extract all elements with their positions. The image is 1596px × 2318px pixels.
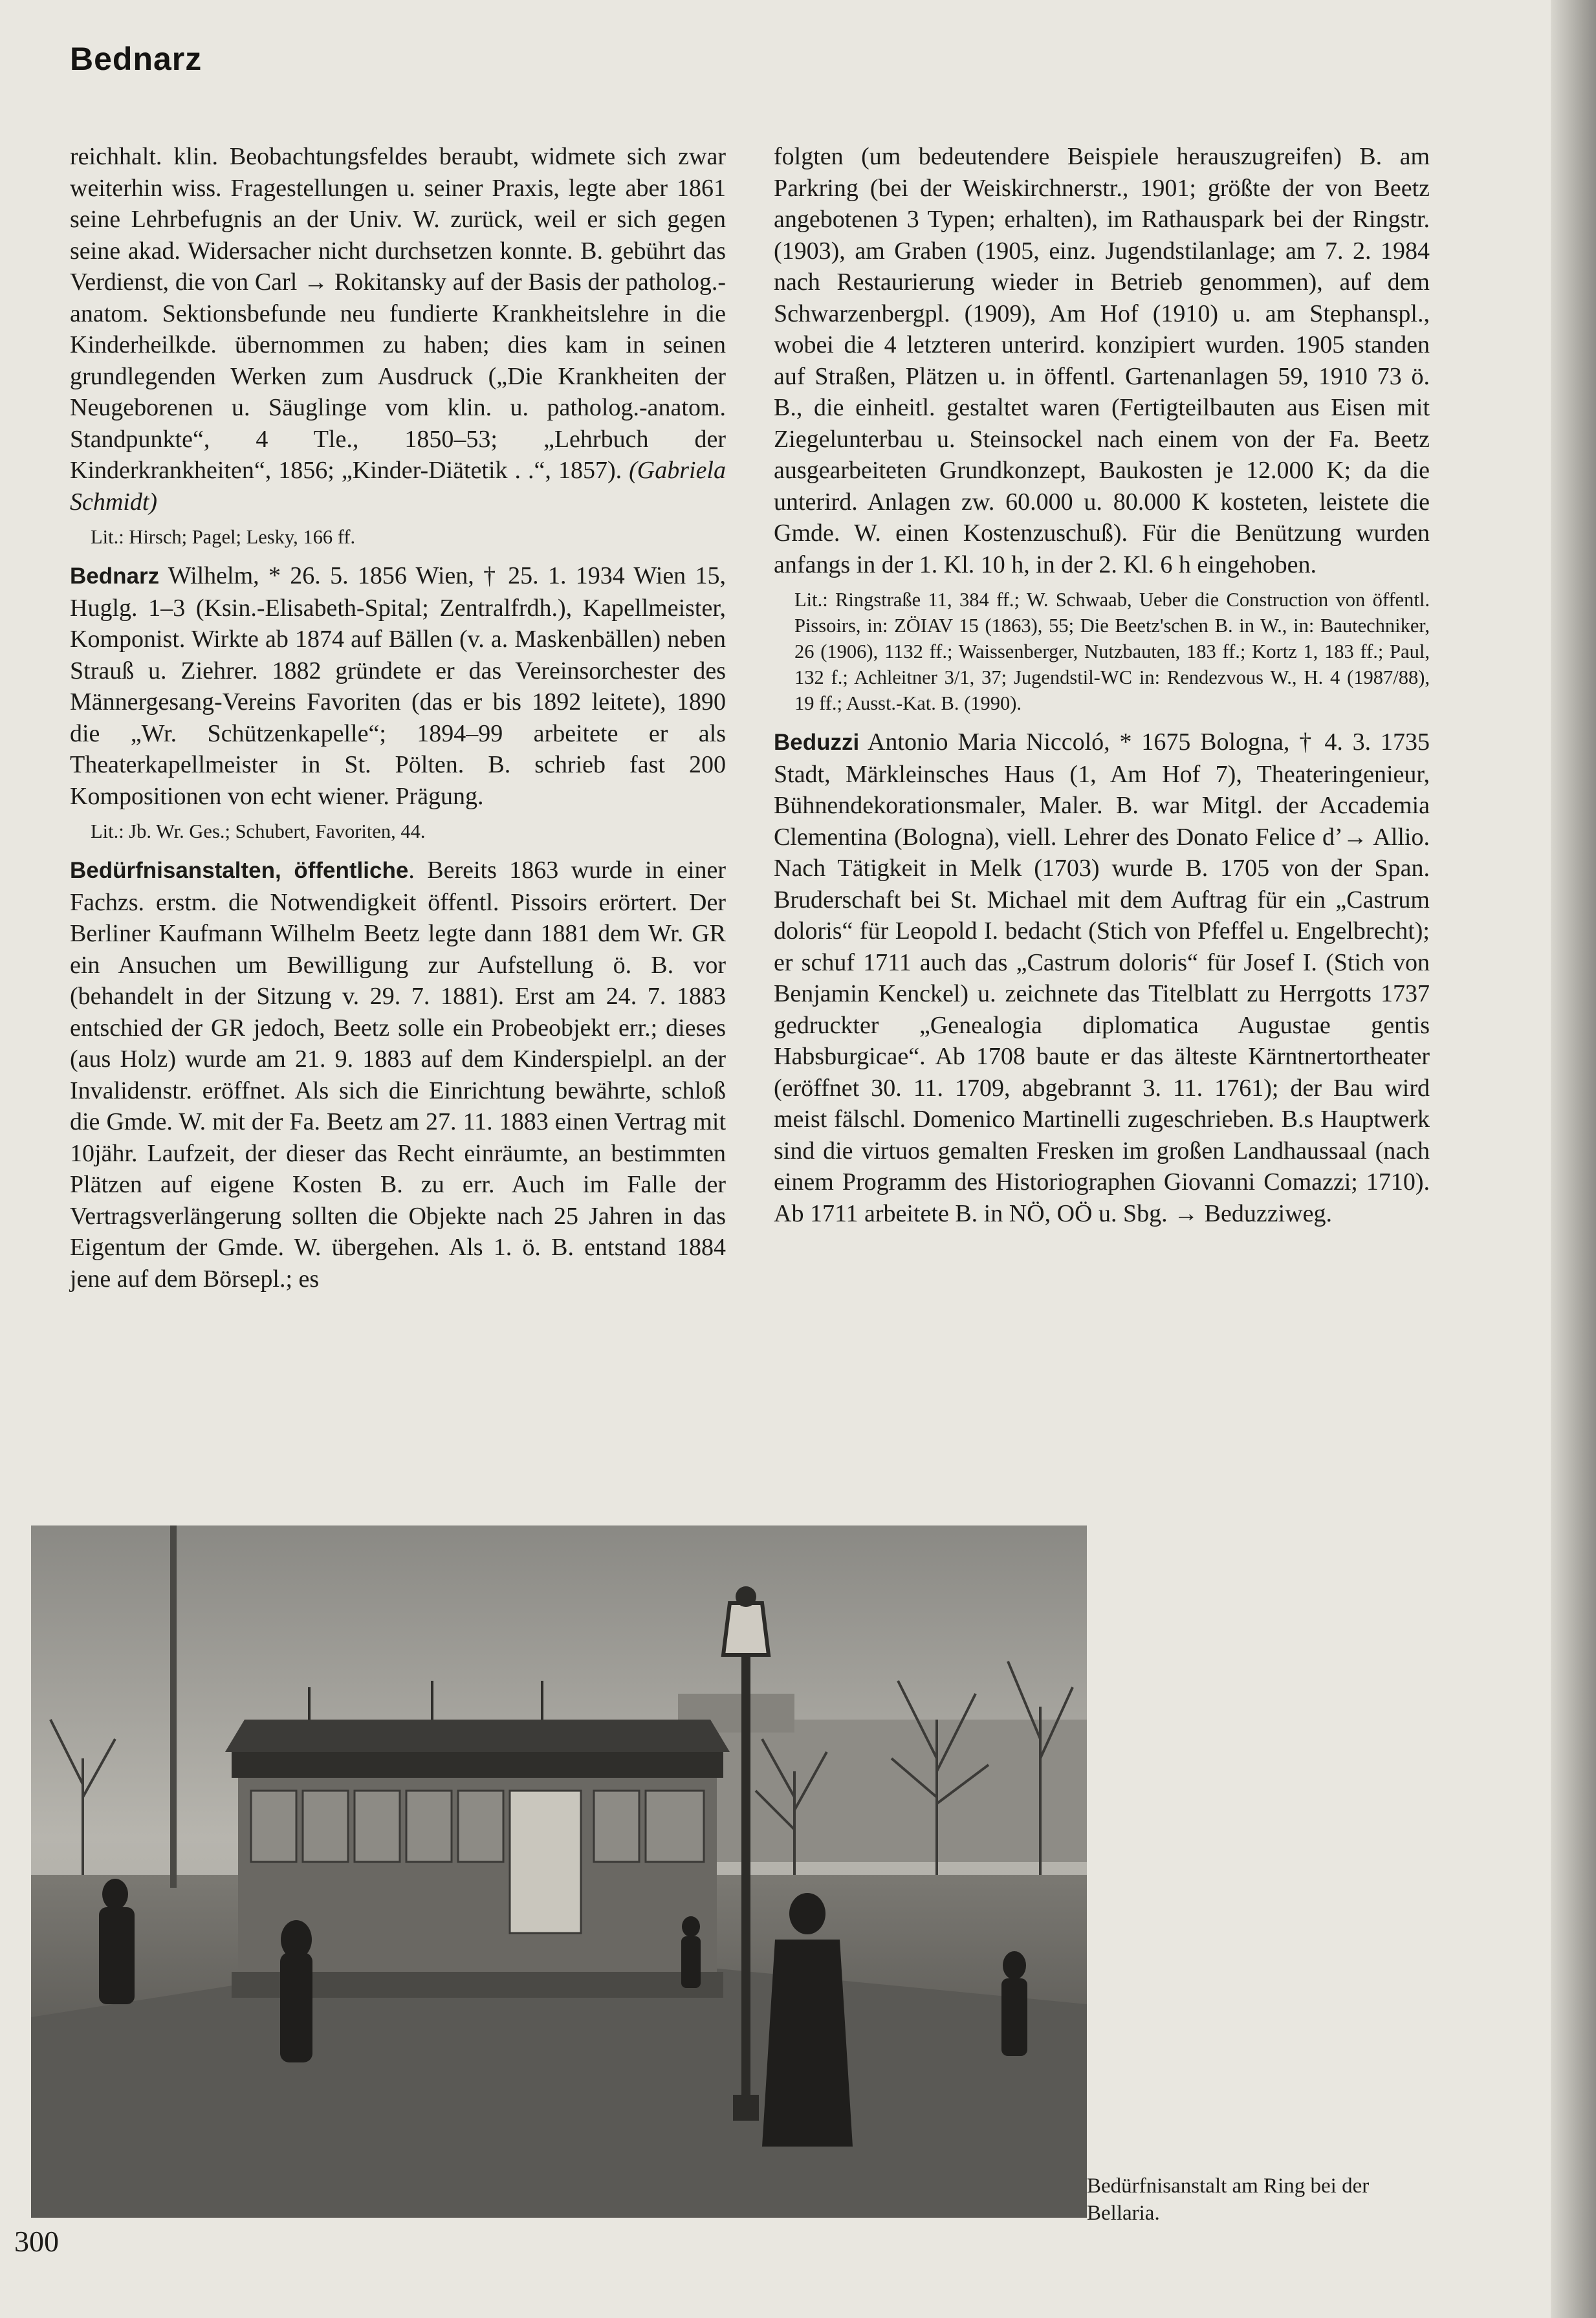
paragraph-text: reichhalt. klin. Beobachtungsfeldes beraubt, widmete sich zwar weiterhin wiss. Fragestellungen u. seiner Praxis, legte aber 1861 seine Lehrbefugnis an der Univ. W. zurück, weil er sich gegen seine akad. Widersacher nicht durchsetzen konnte. B. gebührt das Verdienst, die von Carl → Rokitansky auf der Basis der patholog.-anatom. Sektionsbefunde neu fundierte Krankheitslehre in die Kinderheilkde. übernommen zu haben; dies kam in seinen grundlegenden Werken zum Ausdruck („Die Krankheiten der Neugeborenen u. Säuglinge vom klin. u. patholog.-anatom. Standpunkte“, 4 Tle., 1850–53; „Lehrbuch der Kinderkrankheiten“, 1856; „Kinder-Diätetik . .“, 1857).	[70, 143, 726, 484]
literature-note: Lit.: Ringstraße 11, 384 ff.; W. Schwaab, Ueber die Construction von öffentl. Pissoirs, in: ZÖIAV 15 (1863), 55; Die Beetz'schen B. in W., in: Bautechniker, 26 (1906), 1132 ff.; Waissenberger, Nutzbauten, 183 ff.; Kortz 1, 183 ff.; Paul, 132 f.; Achleitner 3/1, 37; Jugendstil-WC in: Rendezvous W., H. 4 (1987/88), 19 ff.; Ausst.-Kat. B. (1990).	[794, 589, 1430, 714]
running-head: Bednarz	[70, 41, 202, 77]
right-column	[774, 141, 1430, 1229]
figure-caption: Bedürfnisanstalt am Ring bei der Bellaria.	[1087, 2174, 1370, 2225]
entry-lemma: Beduzzi	[774, 730, 860, 755]
paragraph: folgten (um bedeutendere Beispiele herauszugreifen) B. am Parkring (bei der Weiskirchnerstr., 1901; größte der von Beetz angebotenen 3 Typen; erhalten), im Rathauspark bei der Ringstr. (1903), am Graben (1905, einz. Jugendstilanlage; am 7. 2. 1984 nach Restaurierung wieder in Betrieb genommen), auf dem Schwarzenbergpl. (1909), Am Hof (1910) u. am Stephanspl., wobei die 4 letzteren unterird. konzipiert wurden. 1905 standen auf Straßen, Plätzen u. in öffentl. Gartenanlagen 59, 1910 73 ö. B., die einheitl. gestaltet waren (Fertigteilbauten aus Eisen mit Ziegelunterbau u. Steinsockel nach einem von der Fa. Beetz ausgearbeiteten Grundkonzept, Baukosten je 12.000 K; da die unterird. Anlagen zw. 60.000 u. 80.000 K kosteten, leistete die Gmde. W. einen Kostenzuschuß). Für die Benützung wurden anfangs in der 1. Kl. 10 h, in der 2. Kl. 6 h eingehoben.	[774, 143, 1430, 578]
entry-text: . Bereits 1863 wurde in einer Fachzs. erstm. die Notwendigkeit öffentl. Pissoirs erörtert. Der Berliner Kaufmann Wilhelm Beetz legte dann 1881 dem Wr. GR ein Ansuchen um Bewilligung zur Aufstellung ö. B. vor (behandelt in der Sitzung v. 29. 7. 1881). Erst am 24. 7. 1883 entschied der GR jedoch, Beetz solle ein Probeobjekt err.; dieses (aus Holz) wurde am 21. 9. 1883 auf dem Kinderspielpl. an der Invalidenstr. eröffnet. Als sich die Einrichtung bewährte, schloß die Gmde. W. mit der Fa. Beetz am 27. 11. 1883 einen Vertrag mit 10jähr. Laufzeit, der dieser das Recht einräumte, an bestimmten Plätzen auf eigene Kosten B. zu err. Auch im Falle der Vertragsverlängerung sollten die Objekte nach 25 Jahren in das Eigentum der Gmde. W. übergehen. Als 1. ö. B. entstand 1884 jene auf dem Börsepl.; es	[70, 857, 726, 1293]
entry-beduerfnisanstalten	[70, 855, 726, 1295]
entry-bednarz-wilhelm	[70, 560, 726, 812]
entry-text: Wilhelm, * 26. 5. 1856 Wien, † 25. 1. 1934 Wien 15, Huglg. 1–3 (Ksin.-Elisabeth-Spital; Zentralfrdh.), Kapellmeister, Komponist. Wirkte ab 1874 auf Bällen (v. a. Maskenbällen) neben Strauß u. Ziehrer. 1882 gründete er das Vereinsorchester des Männergesang-Vereins Favoriten (das er bis 1892 leitete), 1890 die „Wr. Schützenkapelle“; 1894–99 arbeitete er als Theaterkapellmeister in St. Pölten. B. schrieb fast 200 Kompositionen von echt wiener. Prägung.	[70, 562, 726, 810]
entry-beduzzi	[774, 727, 1430, 1229]
entry-text: Antonio Maria Niccoló, * 1675 Bologna, † 4. 3. 1735 Stadt, Märkleinsches Haus (1, Am Hof 7), Theateringenieur, Bühnendekorationsmaler, Maler. B. war Mitgl. der Accademia Clementina (Bologna), viell. Lehrer des Donato Felice d’→ Allio. Nach Tätigkeit in Melk (1703) wurde B. 1705 von der Span. Bruderschaft bei St. Michael mit dem Auftrag für ein „Castrum doloris“ für Leopold I. bedacht (Stich von Pfeffel u. Engelbrecht); er schuf 1711 auch das „Castrum doloris“ für Josef I. (Stich von Benjamin Kenckel) u. zeichnete das Titelblatt zu Herrgotts 1737 gedruckter „Genealogia diplomatica Augustae gentis Habsburgicae“. Ab 1708 baute er das älteste Kärntnertortheater (eröffnet 30. 11. 1709, abgebrannt 3. 11. 1761); der Bau wird meist fälschl. Domenico Martinelli zugeschrieben. B.s Hauptwerk sind die virtuos gemalten Fresken im großen Landhaussaal (nach einem Programm des Historiographen Giovanni Comazzi; 1710). Ab 1711 arbeitete B. in NÖ, OÖ u. Sbg. → Beduzziweg.	[774, 728, 1430, 1227]
paragraph	[70, 141, 726, 518]
literature-note: Lit.: Hirsch; Pagel; Lesky, 166 ff.	[91, 526, 356, 548]
page-edge	[1551, 0, 1596, 2318]
photo-illustration	[31, 1525, 1087, 2218]
entry-lemma: Bednarz	[70, 563, 160, 589]
entry-lemma: Bedürfnisanstalten, öffentliche	[70, 858, 409, 883]
historic-photograph	[31, 1525, 1087, 2218]
author-signature: (Gabriela Schmidt)	[70, 457, 726, 516]
left-column	[70, 141, 726, 1295]
page-number: 300	[14, 2225, 59, 2258]
literature-note: Lit.: Jb. Wr. Ges.; Schubert, Favoriten, 44.	[91, 820, 426, 842]
